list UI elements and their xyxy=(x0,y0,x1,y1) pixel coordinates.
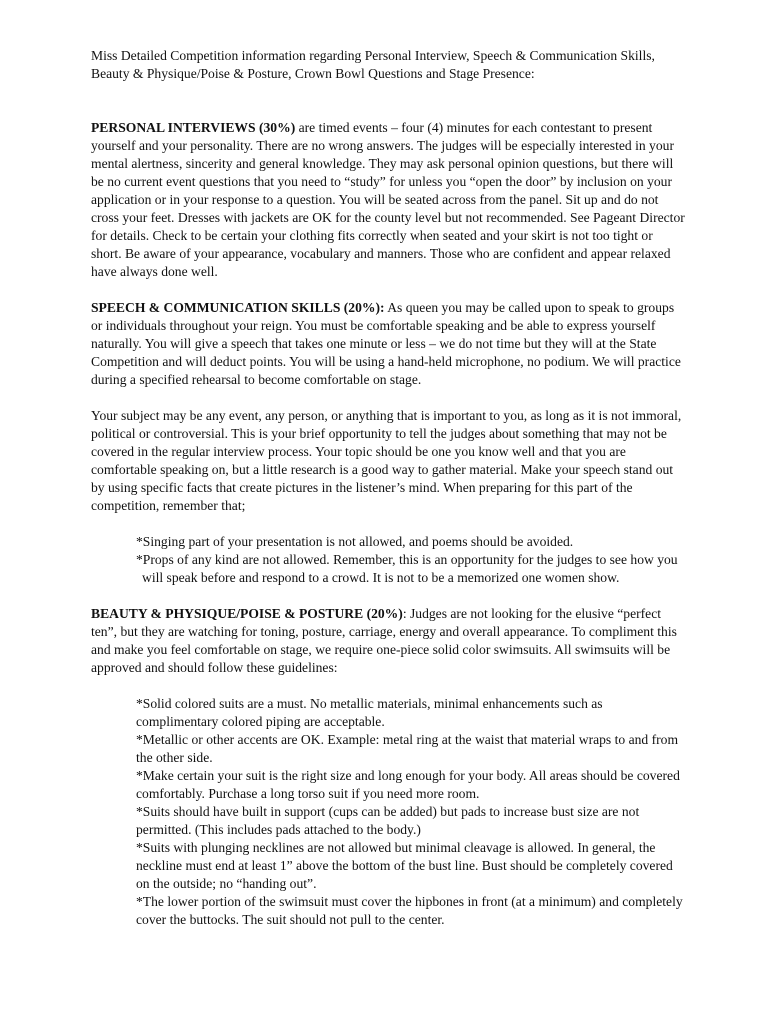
intro-paragraph: Miss Detailed Competition information regarding Personal Interview, Speech & Communication Skills, Beauty & Physique/Poise & Posture, Crown Bowl Questions and Stage Presence: xyxy=(91,48,655,81)
list-item: *The lower portion of the swimsuit must cover the hipbones in front (at a minimum) and completely cover the buttocks. The suit should not pull to the center. xyxy=(136,894,683,927)
beauty-heading: BEAUTY & PHYSIQUE/POISE & POSTURE (20%) xyxy=(91,606,403,621)
personal-interview-heading: PERSONAL INTERVIEWS (30%) xyxy=(91,120,296,135)
list-item: *Suits with plunging necklines are not allowed but minimal cleavage is allowed. In general, the neckline must end at least 1” above the bottom of the bust line. Bust should be completely covered on the outside; no “handing out”. xyxy=(136,840,673,891)
list-item: *Suits should have built in support (cups can be added) but pads to increase bust size are not permitted. (This includes pads attached to the body.) xyxy=(136,804,640,837)
list-item: *Solid colored suits are a must. No metallic materials, minimal enhancements such as complimentary colored piping are acceptable. xyxy=(136,696,603,729)
swimsuit-guidelines-list xyxy=(136,695,685,929)
beauty-text: : Judges are not looking for the elusive “perfect ten”, but they are watching for toning, posture, carriage, energy and overall appearance. To compliment this and make you feel comfortable on stage, we require one-piece solid color swimsuits. All swimsuits will be approved and should follow these guidelines: xyxy=(91,606,677,675)
speech-section xyxy=(91,299,685,389)
list-item: *Make certain your suit is the right size and long enough for your body. All areas should be covered comfortably. Purchase a long torso suit if you need more room. xyxy=(136,768,680,801)
list-item: *Metallic or other accents are OK. Example: metal ring at the waist that material wraps to and from the other side. xyxy=(136,732,679,765)
speech-heading: SPEECH & COMMUNICATION SKILLS (20%): xyxy=(91,300,385,315)
list-item: *Props of any kind are not allowed. Remember, this is an opportunity for the judges to see how you will speak before and respond to a crowd. It is not to be a memorized one women show. xyxy=(136,552,678,585)
speech-notes-list xyxy=(136,533,685,587)
beauty-section xyxy=(91,605,685,677)
document-page xyxy=(91,47,685,947)
speech-text: As queen you may be called upon to speak to groups or individuals throughout your reign. You must be comfortable speaking and be able to express yourself naturally. You will give a speech that takes one minute or less – we do not time but they will at the State Competition and will deduct points. You will be using a hand-held microphone, no podium. We will practice during a specified rehearsal to become comfortable on stage. xyxy=(91,300,681,387)
list-item: *Singing part of your presentation is not allowed, and poems should be avoided. xyxy=(136,534,574,549)
personal-interview-text: are timed events – four (4) minutes for each contestant to present yourself and your personality. There are no wrong answers. The judges will be especially interested in your mental alertness, sincerity and general knowledge. They may ask personal opinion questions, but there will be no current event questions that you need to “study” for unless you “open the door” by inclusion on your application or in your response to a question. You will be seated across from the panel. Sit up and do not cross your feet. Dresses with jackets are OK for the county level but not recommended. See Pageant Director for details. Check to be certain your clothing fits correctly when seated and your skirt is not too tight or short. Be aware of your appearance, vocabulary and manners. Those who are confident and appear relaxed have always done well. xyxy=(91,120,685,279)
personal-interview-section xyxy=(91,119,685,281)
speech-subject-paragraph: Your subject may be any event, any person, or anything that is important to you, as long as it is not immoral, political or controversial. This is your brief opportunity to tell the judges about something that may not be covered in the regular interview process. Your topic should be one you know well and that you are comfortable speaking on, but a little research is a good way to gather material. Make your speech stand out by using specific facts that create pictures in the listener’s mind. When preparing for this part of the competition, remember that; xyxy=(91,408,682,513)
